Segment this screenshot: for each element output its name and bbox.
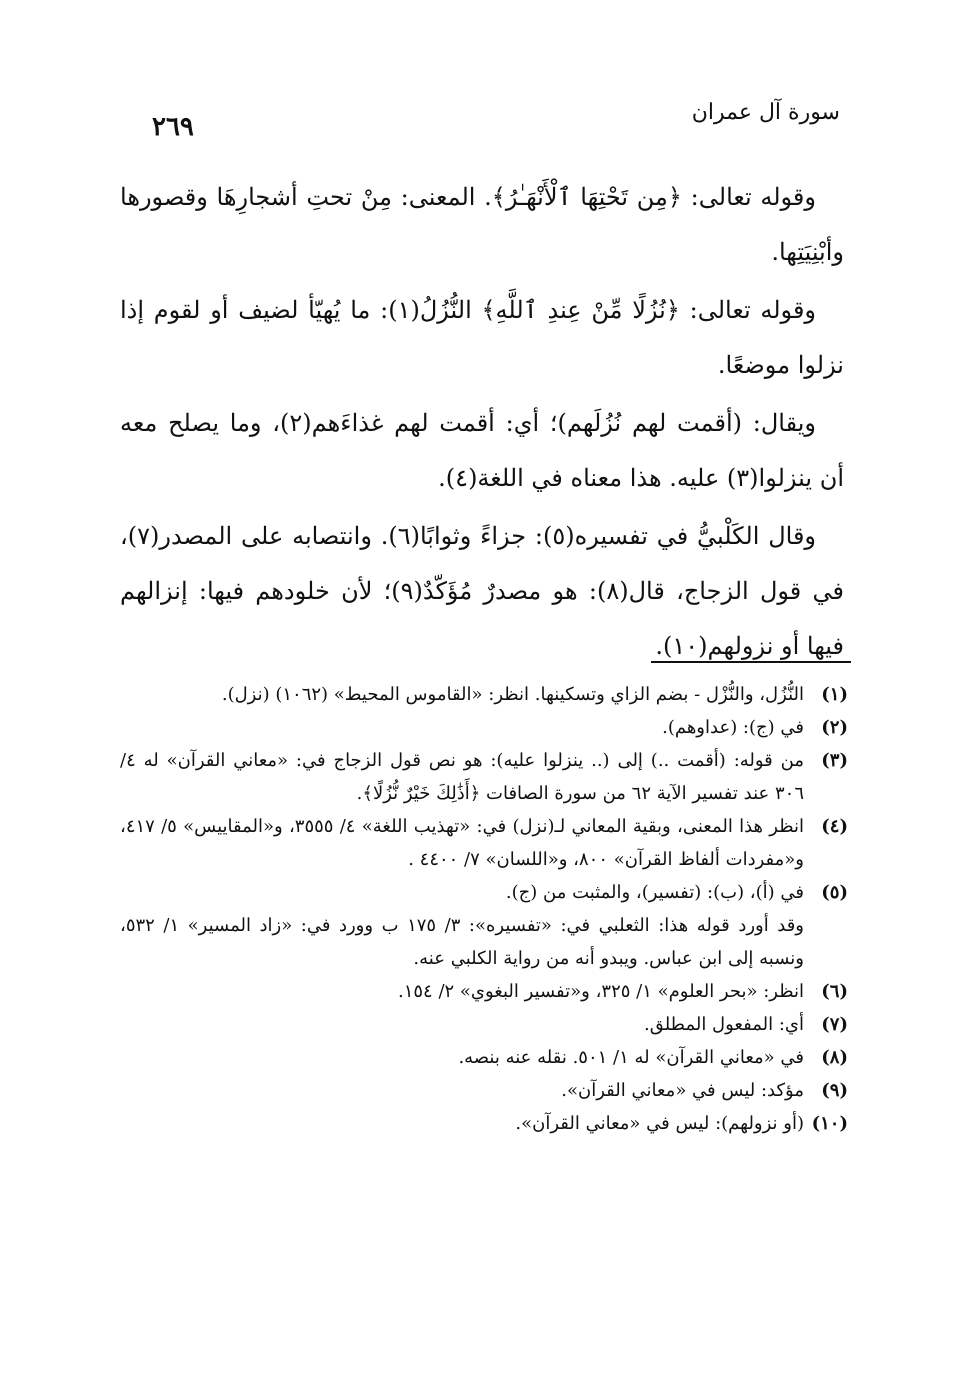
footnote-text: النُّزُل، والنُّزْل - بضم الزاي وتسكينها. انظر: «القاموس المحيط» (١٠٦٢) (نزل). bbox=[221, 684, 804, 705]
footnote-number: (٨) bbox=[821, 1047, 848, 1068]
footnote bbox=[120, 744, 848, 810]
footnote bbox=[120, 1074, 848, 1107]
footnote bbox=[120, 1008, 848, 1041]
footnote-text: انظر: «بحر العلوم» ١/ ٣٢٥، و«تفسير البغوي» ٢/ ١٥٤. bbox=[397, 981, 804, 1002]
footnote-text: من قوله: (أقمت ..) إلى (.. ينزلوا عليه): هو نص قول الزجاج في: «معاني القرآن» له ٤/ ٣٠٦ عند تفسير الآية ٦٢ من سورة الصافات ﴿أَذَٰلِكَ خَيْرٌ نُّزُلًا﴾. bbox=[120, 750, 804, 804]
paragraph: وقوله تعالى: ﴿مِن تَحْتِهَا ٱلْأَنْهَـٰرُ﴾. المعنى: مِنْ تحتِ أشجارِهَا وقصورها وأبْنِيَتِها. bbox=[120, 183, 844, 266]
footnote-text: (أو نزولهم): ليس في «معاني القرآن». bbox=[515, 1113, 804, 1134]
footnote-number: (٢) bbox=[821, 717, 848, 738]
footnote-number: (٤) bbox=[821, 816, 848, 837]
footnote bbox=[120, 975, 848, 1008]
page-number: ٢٦٩ bbox=[152, 112, 194, 142]
footnote bbox=[120, 678, 848, 711]
paragraph: وقوله تعالى: ﴿نُزُلًا مِّنْ عِندِ ٱللَّهِ﴾ النُّزُلُ(١): ما يُهيّأ لضيف أو لقوم إذا نزلوا موضعًا. bbox=[120, 296, 844, 379]
paragraph: ويقال: (أقمت لهم نُزُلَهم)؛ أي: أقمت لهم غذاءَهم(٢)، وما يصلح معه أن ينزلوا(٣) عليه. هذا معناه في اللغة(٤). bbox=[120, 409, 844, 492]
running-header-title: سورة آل عمران bbox=[691, 100, 840, 125]
footnote-number: (٦) bbox=[821, 981, 848, 1002]
footnote bbox=[120, 711, 848, 744]
footnote bbox=[120, 876, 848, 909]
paragraph: وقال الكَلْبيُّ في تفسيره(٥): جزاءً وثوابًا(٦). وانتصابه على المصدر(٧)، في قول الزجاج، قال(٨): هو مصدرٌ مُؤَكّدٌ(٩)؛ لأن خلودهم فيها: إنزالهم فيها أو نزولهم(١٠). bbox=[120, 522, 844, 660]
footnote-number: (٧) bbox=[821, 1014, 848, 1035]
footnote-text: مؤكد: ليس في «معاني القرآن». bbox=[561, 1080, 804, 1101]
footnote-separator bbox=[651, 661, 851, 663]
footnote-number: (٣) bbox=[821, 750, 848, 771]
footnote bbox=[120, 1041, 848, 1074]
main-text bbox=[120, 170, 844, 677]
footnote-text: أي: المفعول المطلق. bbox=[643, 1014, 804, 1035]
footnote bbox=[120, 1107, 848, 1140]
footnote-number: (١٠) bbox=[811, 1113, 848, 1134]
footnote-text: في «معاني القرآن» له ١/ ٥٠١. نقله عنه بنصه. bbox=[458, 1047, 804, 1068]
footnote-number: (٥) bbox=[821, 882, 848, 903]
footnote-number: (٩) bbox=[821, 1080, 848, 1101]
footnote bbox=[120, 810, 848, 876]
footnote-number: (١) bbox=[821, 684, 848, 705]
footnote-text: في (ج): (عداوهم). bbox=[662, 717, 804, 738]
footnote-text: في (أ)، (ب): (تفسير)، والمثبت من (ج). bbox=[505, 882, 804, 903]
footnote-continuation: وقد أورد قوله هذا: الثعلبي في: «تفسيره»: ٣/ ١٧٥ ب وورد في: «زاد المسير» ١/ ٥٣٢، ونسبه إلى ابن عباس. ويبدو أنه من رواية الكلبي عنه. bbox=[120, 915, 804, 969]
footnotes bbox=[120, 678, 848, 1140]
footnote-text: انظر هذا المعنى، وبقية المعاني لـ(نزل) في: «تهذيب اللغة» ٤/ ٣٥٥٥، و«المقاييس» ٥/ ٤١٧، و«مفردات ألفاظ القرآن» ٨٠٠، و«اللسان» ٧/ ٤٤٠٠ . bbox=[120, 816, 805, 870]
